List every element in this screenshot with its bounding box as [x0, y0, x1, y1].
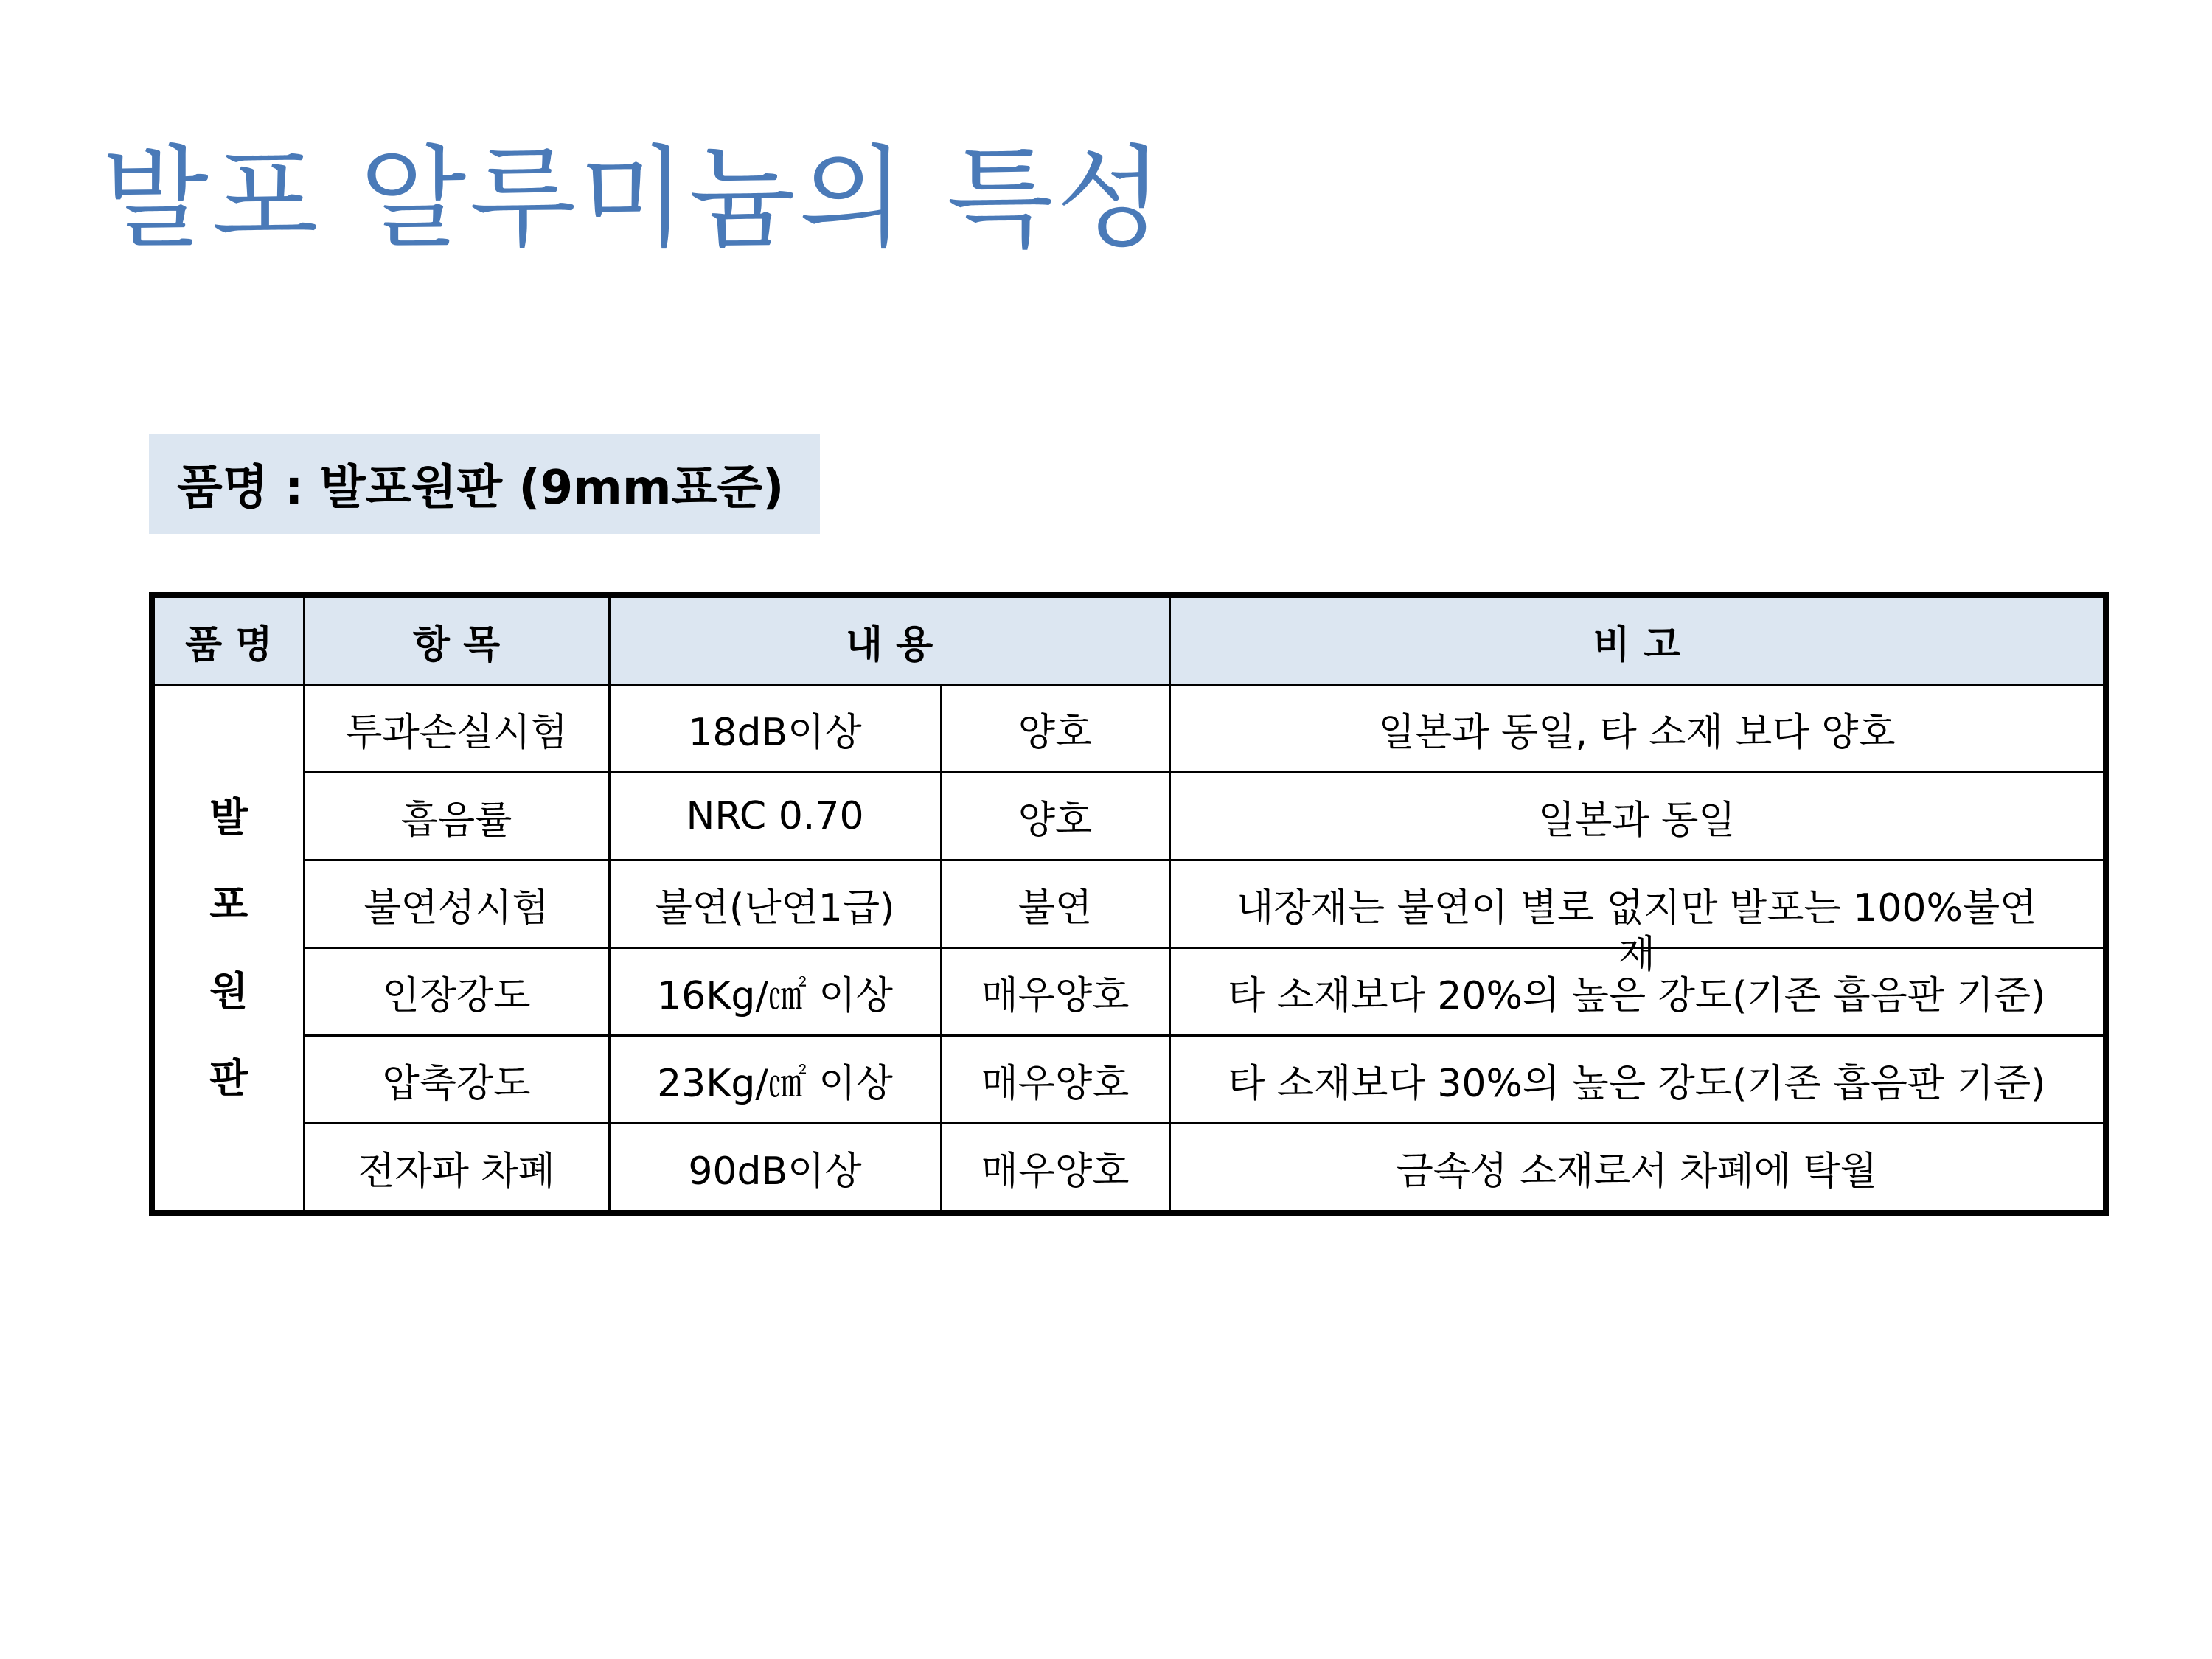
header-content: 내 용	[609, 595, 1169, 685]
note-cell-wrapped	[1169, 860, 2106, 977]
rating-cell: 불연	[941, 860, 1169, 948]
header-product: 품 명	[152, 595, 304, 685]
value-cell: 불연(난연1급)	[609, 860, 941, 948]
header-note: 비 고	[1169, 595, 2106, 685]
table-row	[152, 948, 2106, 1036]
note-cell: 일본과 동일, 타 소재 보다 양호	[1169, 685, 2106, 773]
item-cell: 투과손실시험	[304, 685, 609, 773]
product-name-char: 판	[209, 1054, 248, 1102]
table-row	[152, 860, 2106, 948]
spec-table	[149, 592, 2109, 1216]
rating-cell: 양호	[941, 773, 1169, 860]
note-cell: 타 소재보다 20%의 높은 강도(기존 흡음판 기준)	[1169, 948, 2106, 1036]
table-row	[152, 1036, 2106, 1124]
value-cell: NRC 0.70	[609, 773, 941, 860]
rating-cell: 매우양호	[941, 948, 1169, 1036]
note-cell: 타 소재보다 30%의 높은 강도(기존 흡음판 기준)	[1169, 1036, 2106, 1124]
note-cell: 일본과 동일	[1169, 773, 2106, 860]
rating-cell: 매우양호	[941, 1124, 1169, 1214]
item-cell: 압축강도	[304, 1036, 609, 1124]
item-cell: 불연성시험	[304, 860, 609, 948]
product-name-char: 발	[209, 793, 248, 841]
item-cell: 인장강도	[304, 948, 609, 1036]
note-text: 내장재는 불연이 별로 없지만 발포는 100%불연	[1237, 886, 2037, 931]
product-label-text: 품명 : 발포원판 (9mm표준)	[177, 461, 785, 515]
product-name-char: 원	[209, 967, 248, 1015]
slide-title: 발포 알루미늄의 특성	[102, 135, 1166, 263]
note-cell: 금속성 소재로서 차폐에 탁월	[1169, 1124, 2106, 1214]
value-cell: 18dB이상	[609, 685, 941, 773]
value-cell: 23Kg/㎠ 이상	[609, 1036, 941, 1124]
value-cell: 90dB이상	[609, 1124, 941, 1214]
item-cell: 전자파 차폐	[304, 1124, 609, 1214]
table-row	[152, 773, 2106, 860]
item-cell: 흡음률	[304, 773, 609, 860]
table-row	[152, 1124, 2106, 1214]
value-cell: 16Kg/㎠ 이상	[609, 948, 941, 1036]
product-name-cell	[152, 685, 304, 1214]
rating-cell: 양호	[941, 685, 1169, 773]
note-overflow-text: 재	[1618, 933, 1655, 977]
product-label	[149, 434, 820, 534]
header-item: 항 목	[304, 595, 609, 685]
product-name-char: 포	[209, 880, 248, 928]
table-row	[152, 685, 2106, 773]
table-header-row	[152, 595, 2106, 685]
rating-cell: 매우양호	[941, 1036, 1169, 1124]
